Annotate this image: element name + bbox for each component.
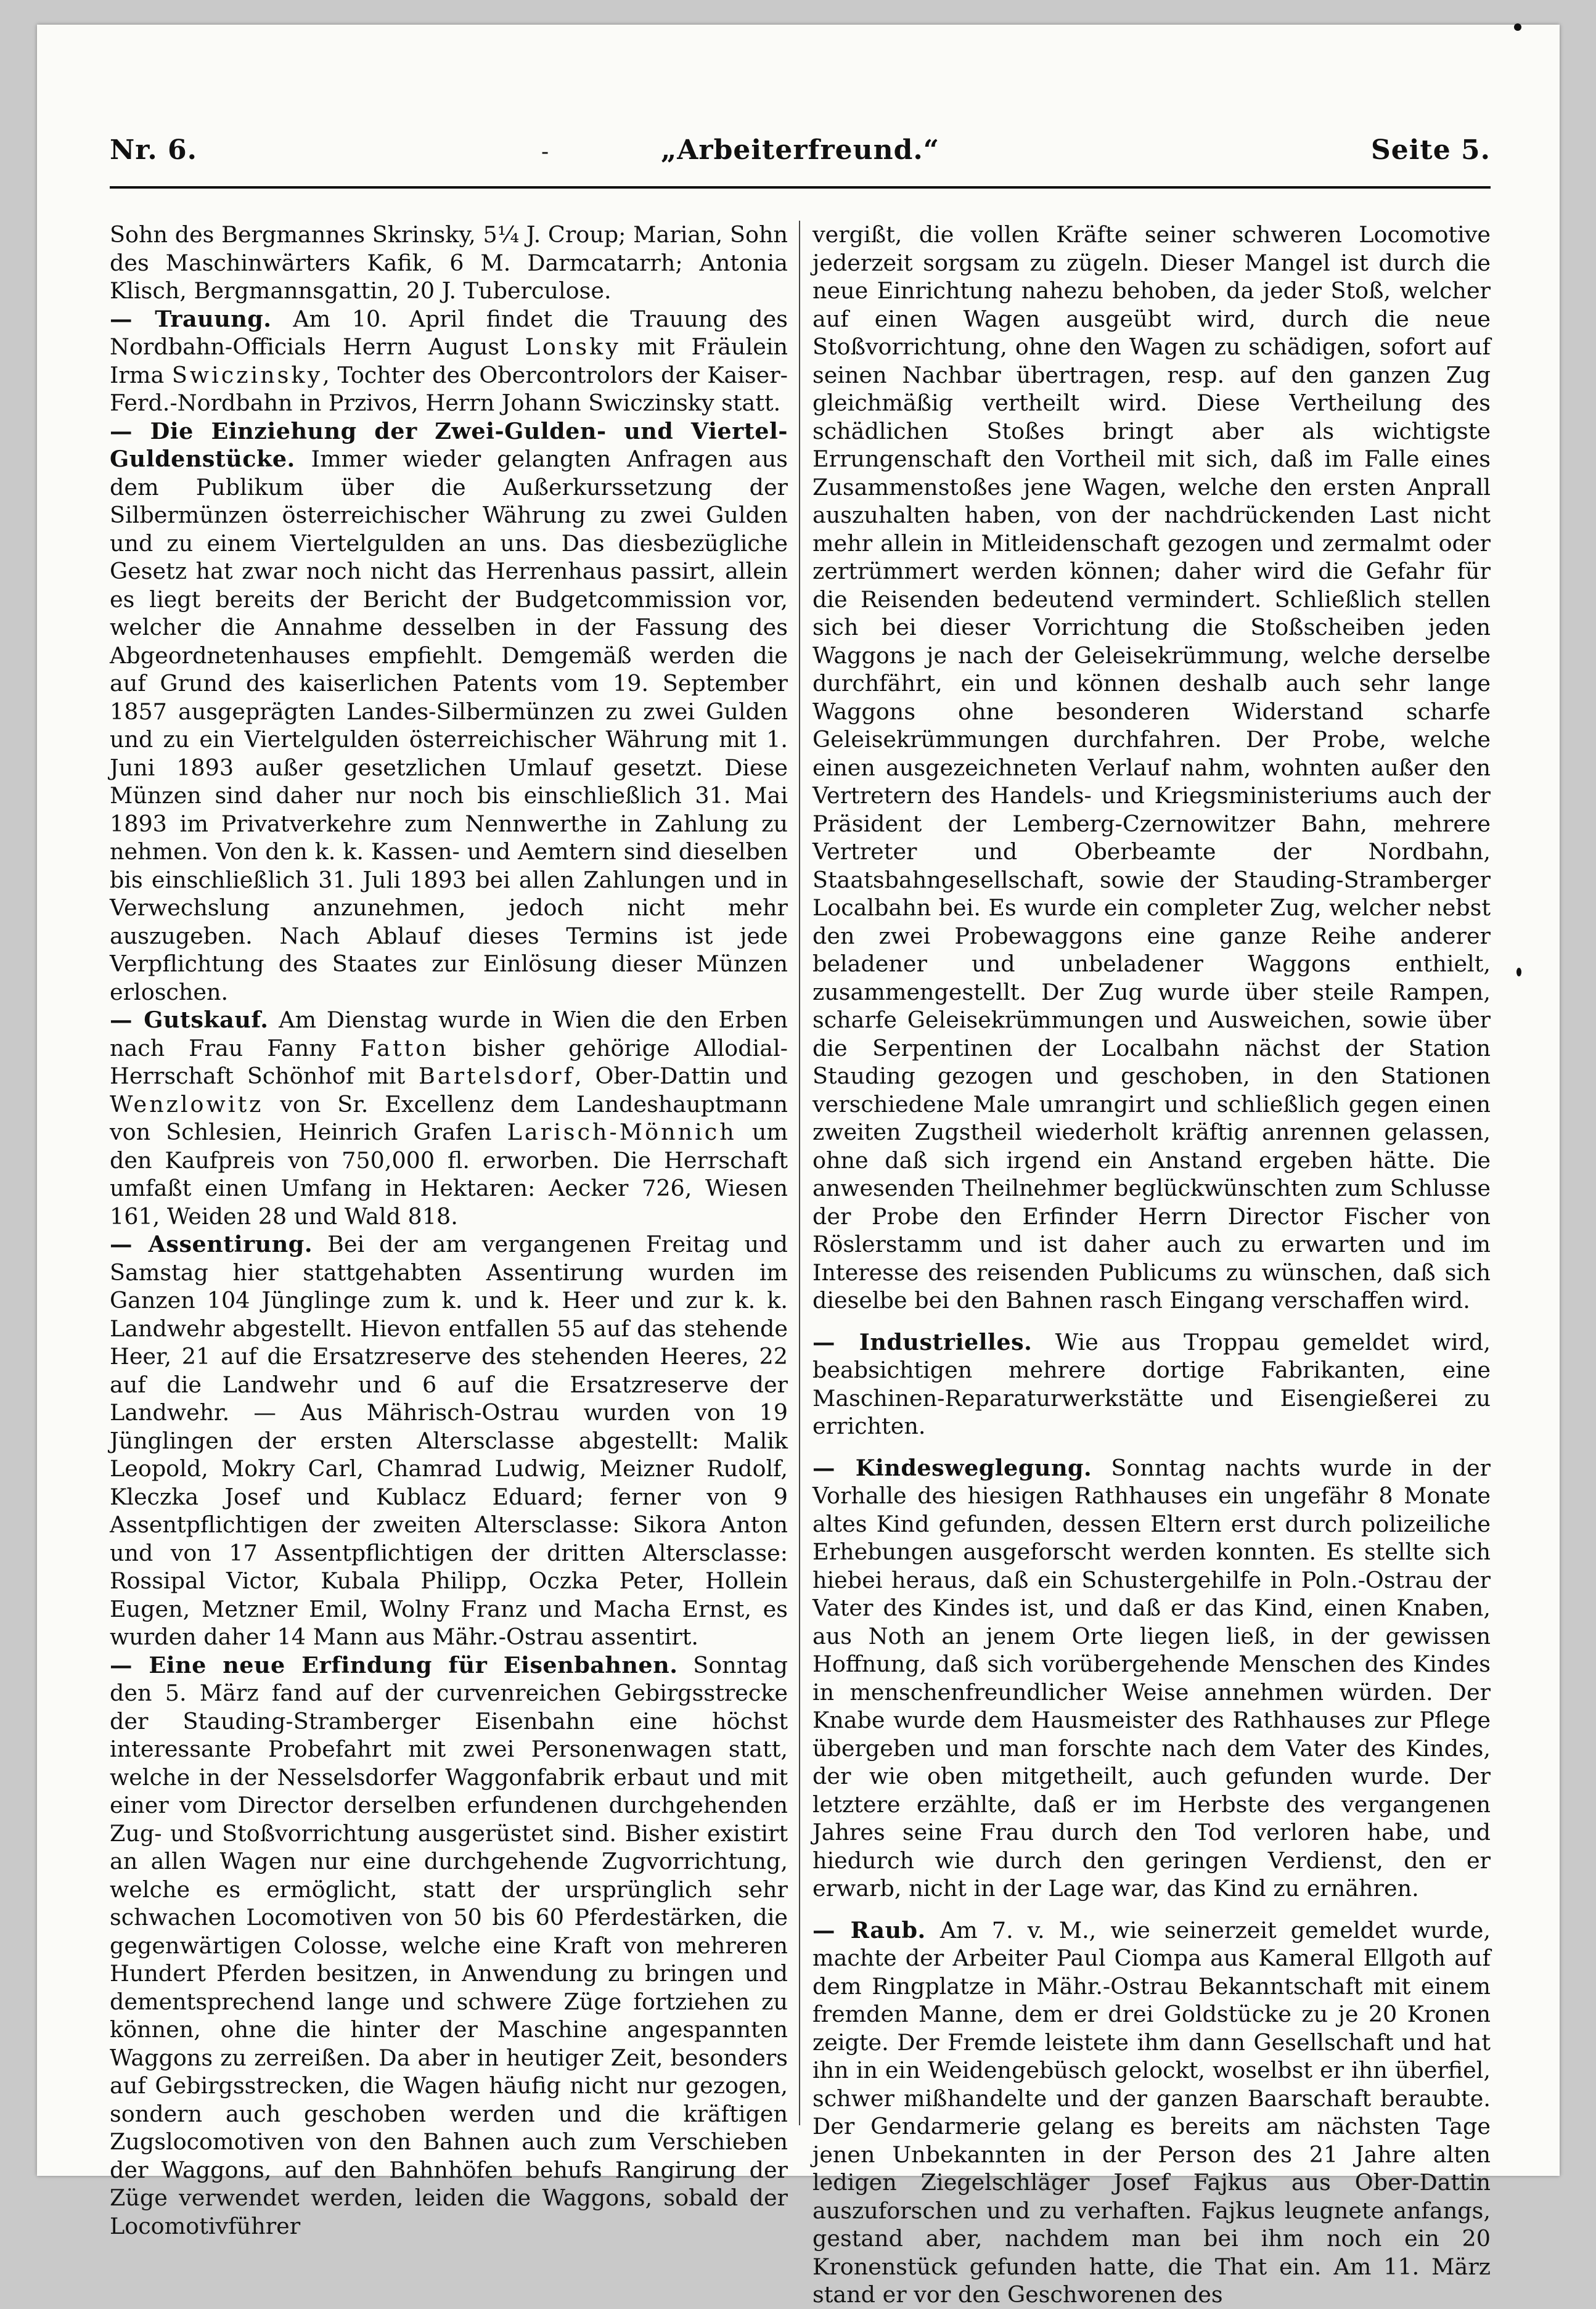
page-header — [110, 134, 1491, 171]
article-industrielles: — Industrielles. Wie aus Troppau gemeldet wird, beabsichtigen mehrere dortige Fabrikanten, eine Maschinen-Reparaturwerkstätte und Eisengießerei zu errichten. — [812, 1328, 1491, 1439]
article-erfindung: — Eine neue Erfindung für Eisenbahnen. Sonntag den 5. März fand auf der curvenreichen Gebirgsstrecke der Stauding-Stramberger Eisenbahn eine höchst interessante Probefahrt mit zwei Personenwagen statt, welche in der Nesselsdorfer Waggonfabrik erbaut und mit einer vom Director derselben erfundenen durchgehenden Zug- und Stoßvorrichtung ausgerüstet sind. Bisher existirt an allen Wagen nur eine durchgehende Zugvorrichtung, welche es ermöglicht, statt der ursprünglich sehr schwachen Locomotiven von 50 bis 60 Pferdestärken, die gegenwärtigen Colosse, welche eine Kraft von mehreren Hundert Pferden besitzen, in Anwendung zu bringen und dementsprechend lange und schwere Züge fortziehen zu können, ohne die hinter der Maschine angespannten Waggons zu zerreißen. Da aber in heutiger Zeit, besonders auf Gebirgsstrecken, die Wagen häufig nicht nur gezogen, sondern auch geschoben werden und die kräftigen Zugslocomotiven von den Bahnen auch zum Verschieben der Waggons, auf den Bahnhöfen behufs Rangirung der Züge verwendet werden, leiden die Waggons, sobald der Locomotivführer — [110, 1651, 788, 2239]
header-rule — [110, 186, 1491, 189]
heading-erfindung: — Eine neue Erfindung für Eisenbahnen. — [110, 1651, 678, 1678]
scan-speck — [1514, 23, 1521, 31]
article-raub: — Raub. Am 7. v. M., wie seinerzeit gemeldet wurde, machte der Arbeiter Paul Ciompa aus Kameral Ellgoth auf dem Ringplatze in Mähr.-Ostrau Bekanntschaft mit einem fremden Manne, dem er drei Goldstücke zu je 20 Kronen zeigte. Der Fremde leistete ihm dann Gesellschaft und hat ihn in ein Weidengebüsch gelockt, woselbst er ihn überfiel, schwer mißhandelte und der ganzen Baarschaft beraubte. Der Gendarmerie gelang es bereits am nächsten Tage jenen Unbekannten in der Person des 21 Jahre alten ledigen Ziegelschläger Josef Fajkus aus Ober-Dattin auszuforschen und zu verhaften. Fajkus leugnete anfangs, gestand aber, nachdem man bei ihm noch ein 20 Kronenstück gefunden hatte, die That ein. Am 11. März stand er vor den Geschworenen des — [812, 1916, 1491, 2308]
article-gutskauf: — Gutskauf. Am Dienstag wurde in Wien die den Erben nach Frau Fanny Fatton bisher gehörige Allodial-Herrschaft Schönhof mit Bartelsdorf, Ober-Dattin und Wenzlowitz von Sr. Excellenz dem Landeshauptmann von Schlesien, Heinrich Grafen Larisch-Mönnich um den Kaufpreis von 750,000 fl. erworben. Die Herrschaft umfaßt einen Umfang in Hektaren: Aecker 726, Wiesen 161, Weiden 28 und Wald 818. — [110, 1007, 788, 1230]
right-column — [812, 221, 1491, 2308]
article-kindesweglegung: — Kindesweglegung. Sonntag nachts wurde in der Vorhalle des hiesigen Rathhauses ein ungefähr 8 Monate altes Kind gefunden, dessen Eltern erst durch polizeiliche Erhebungen ausgeforscht werden konnten. Es stellte sich hiebei heraus, daß ein Schustergehilfe in Poln.-Ostrau der Vater des Kindes ist, und daß er das Kind, einen Knaben, aus Noth an jenem Orte liegen ließ, in der gewissen Hoffnung, daß sich vorübergehende Menschen des Kindes in menschenfreundlicher Weise annehmen würden. Der Knabe wurde dem Hausmeister des Rathhauses zur Pflege übergeben und man forschte nach dem Vater des Kindes, der wie oben mitgetheilt, auch gefunden wurde. Der letztere erzählte, daß er im Herbste des vergangenen Jahres seine Frau durch den Tod verloren habe, und hiedurch wie durch den geringen Verdienst, den er erwarb, nicht in der Lage war, das Kind zu ernähren. — [812, 1454, 1491, 1902]
heading-kindesweglegung: — Kindesweglegung. — [812, 1454, 1092, 1481]
heading-assentirung: — Assentirung. — [110, 1231, 313, 1257]
page-number: Seite 5. — [1370, 134, 1491, 166]
heading-raub: — Raub. — [812, 1916, 926, 1943]
scan-speck — [1516, 968, 1521, 976]
article-assentirung: — Assentirung. Bei der am vergangenen Freitag und Samstag hier stattgehabten Assentirung wurden im Ganzen 104 Jünglinge zum k. und k. Heer und zur k. k. Landwehr abgestellt. Hievon entfallen 55 auf das stehende Heer, 21 auf die Ersatzreserve des stehenden Heeres, 22 auf die Landwehr und 6 auf die Ersatzreserve der Landwehr. — Aus Mährisch-Ostrau wurden von 19 Jünglingen der ersten Altersclasse abgestellt: Malik Leopold, Mokry Carl, Chamrad Ludwig, Meizner Rudolf, Kleczka Josef und Kublacz Eduard; ferner von 9 Assentpflichtigen der zweiten Altersclasse: Sikora Anton und von 17 Assentpflichtigen der dritten Altersclasse: Rossipal Victor, Kubala Philipp, Oczka Peter, Hollein Eugen, Metzner Emil, Wolny Franz und Macha Ernst, es wurden daher 14 Mann aus Mähr.-Ostrau assentirt. — [110, 1231, 788, 1650]
header-dash: - — [541, 139, 549, 165]
column-divider — [799, 221, 800, 2125]
article-einziehung: — Die Einziehung der Zwei-Gulden- und Viertel-Guldenstücke. Immer wieder gelangten Anfragen aus dem Publikum über die Außerkurssetzung der Silbermünzen österreichischer Währung zu zwei Gulden und zu einem Viertelgulden an uns. Das diesbezügliche Gesetz hat zwar noch nicht das Herrenhaus passirt, allein es liegt bereits der Bericht der Budgetcommission vor, welcher die Annahme desselben in der Fassung des Abgeordnetenhauses empfiehlt. Demgemäß werden die auf Grund des kaiserlichen Patents vom 19. September 1857 ausgeprägten Landes-Silbermünzen zu zwei Gulden und zu ein Viertelgulden österreichischer Währung mit 1. Juni 1893 außer gesetzlichen Umlauf gesetzt. Diese Münzen sind daher nur noch bis einschließlich 31. Mai 1893 im Privatverkehre zum Nennwerthe in Zahlung zu nehmen. Von den k. k. Kassen- und Aemtern sind dieselben bis einschließlich 31. Juli 1893 bei allen Zahlungen und in Verwechslung anzunehmen, jedoch nicht mehr auszugeben. Nach Ablauf dieses Termins ist jede Verpflichtung des Staates zur Einlösung dieser Münzen erloschen. — [110, 417, 788, 1005]
deaths-continued: Sohn des Bergmannes Skrinsky, 5¼ J. Croup; Marian, Sohn des Maschinwärters Kafik, 6 M. Darmcatarrh; Antonia Klisch, Bergmannsgattin, 20 J. Tuberculose. — [110, 221, 788, 304]
issue-number: Nr. 6. — [110, 134, 197, 166]
newspaper-title: „Arbeiterfreund.“ — [660, 134, 940, 166]
heading-einziehung: — Die Einziehung der Zwei-Gulden- und Viertel-Guldenstücke. — [110, 417, 788, 472]
heading-gutskauf: — Gutskauf. — [110, 1007, 269, 1033]
erfindung-continued: vergißt, die vollen Kräfte seiner schweren Locomotive jederzeit sorgsam zu zügeln. Dieser Mangel ist durch die neue Einrichtung nahezu behoben, da jeder Stoß, welcher auf einen Wagen ausgeübt wird, durch die neue Stoßvorrichtung, ohne den Wagen zu schädigen, sofort auf seinen Nachbar übertragen, resp. auf den ganzen Zug gleichmäßig vertheilt wird. Diese Vertheilung des schädlichen Stoßes bringt aber als wichtigste Errungenschaft den Vortheil mit sich, daß im Falle eines Zusammenstoßes jene Wagen, welche den ersten Anprall auszuhalten haben, von der nachdrückenden Last nicht mehr allein in Mitleidenschaft gezogen und zermalmt oder zertrümmert werden können; daher wird die Gefahr für die Reisenden bedeutend vermindert. Schließlich stellen sich bei dieser Vorrichtung die Stoßscheiben jeden Waggons je nach der Geleisekrümmung, welche derselbe durchfährt, ein und können deshalb auch sehr lange Waggons ohne besonderen Widerstand scharfe Geleisekrümmungen durchfahren. Der Probe, welche einen ausgezeichneten Verlauf nahm, wohnten außer den Vertretern des Handels- und Kriegsministeriums auch der Präsident der Lemberg-Czernowitzer Bahn, mehrere Vertreter und Oberbeamte der Nordbahn, Staatsbahngesellschaft, sowie der Stauding-Stramberger Localbahn bei. Es wurde ein completer Zug, welcher nebst den zwei Probewaggons eine ganze Reihe anderer beladener und unbeladener Waggons enthielt, zusammengestellt. Der Zug wurde über steile Rampen, scharfe Geleisekrümmungen und Ausweichen, sowie über die Serpentinen der Localbahn nächst der Station Stauding gezogen und geschoben, in den Stationen verschiedene Male umrangirt und schließlich gegen einen zweiten Zugstheil wiederholt kräftig anrennen gelassen, ohne daß sich irgend ein Anstand ergeben hätte. Die anwesenden Theilnehmer beglückwünschten zum Schlusse der Probe den Erfinder Herrn Director Fischer von Röslerstamm und ist daher auch zu erwarten und im Interesse des reisenden Publicums zu wünschen, daß sich dieselbe bei den Bahnen rasch Eingang verschaffen wird. — [812, 221, 1491, 1314]
left-column — [110, 221, 788, 2239]
heading-trauung: — Trauung. — [110, 305, 272, 332]
newspaper-page — [37, 25, 1560, 2308]
article-trauung: — Trauung. Am 10. April findet die Trauung des Nordbahn-Officials Herrn August Lonsky mit Fräulein Irma Swiczinsky, Tochter des Obercontrolors der Kaiser-Ferd.-Nordbahn in Przivos, Herrn Johann Swiczinsky statt. — [110, 305, 788, 416]
heading-industrielles: — Industrielles. — [812, 1328, 1033, 1355]
